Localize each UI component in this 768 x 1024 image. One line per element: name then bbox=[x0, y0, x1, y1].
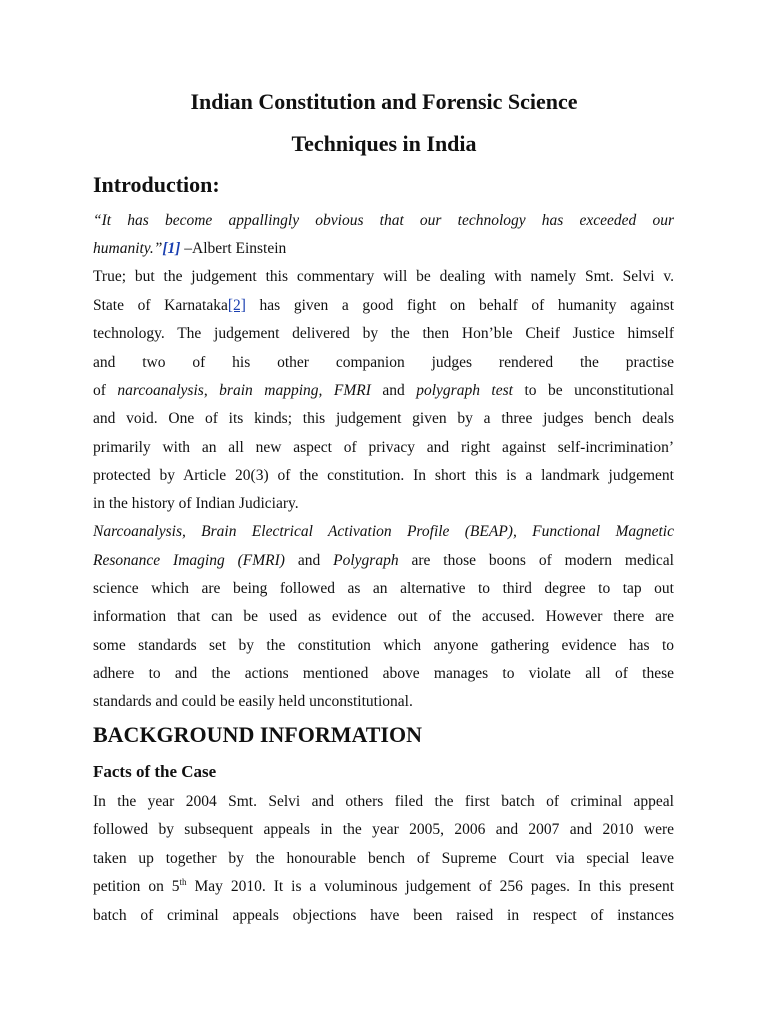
intro-heading: Introduction: bbox=[93, 172, 220, 197]
paragraph-2-line-1: Narcoanalysis, Brain Electrical Activation Profile (BEAP), Functional Magnetic bbox=[93, 523, 674, 540]
paragraph-2-line-2 bbox=[93, 550, 674, 572]
paragraph-3-line-2: followed by subsequent appeals in the year 2005, 2006 and 2007 and 2010 were bbox=[93, 821, 674, 838]
italic-term: brain mapping, FMRI bbox=[219, 382, 371, 399]
page-title-line-2: Techniques in India bbox=[291, 131, 477, 156]
paragraph-1-line-2 bbox=[93, 295, 674, 317]
case-name-text: State of Karnataka bbox=[93, 297, 228, 314]
paragraph-3-line-1: In the year 2004 Smt. Selvi and others filed the first batch of criminal appeal bbox=[93, 793, 674, 810]
text-span: May 2010. It is a voluminous judgement of 256 pages. In this present bbox=[186, 878, 675, 895]
text-span: are those boons of modern medical bbox=[398, 552, 674, 569]
text-span: , bbox=[203, 382, 220, 399]
italic-term: Polygraph bbox=[333, 552, 399, 569]
paragraph-1-line-7: primarily with an all new aspect of privacy and right against self-incrimination’ bbox=[93, 439, 674, 456]
quote-text: humanity.” bbox=[93, 240, 163, 257]
paragraph-2-line-5: some standards set by the constitution which anyone gathering evidence has to bbox=[93, 637, 674, 654]
paragraph-1-line-8: protected by Article 20(3) of the constitution. In short this is a landmark judgement bbox=[93, 467, 674, 484]
paragraph-2-line-6: adhere to and the actions mentioned above manages to violate all of these bbox=[93, 665, 674, 682]
paragraph-3-line-3: taken up together by the honourable bench of Supreme Court via special leave bbox=[93, 850, 674, 867]
paragraph-1-line-4: and two of his other companion judges rendered the practise bbox=[93, 354, 674, 371]
text-span: to be unconstitutional bbox=[512, 382, 674, 399]
paragraph-3-line-4 bbox=[93, 876, 674, 898]
paragraph-1-line-3: technology. The judgement delivered by the then Hon’ble Cheif Justice himself bbox=[93, 325, 674, 342]
paragraph-3-line-5: batch of criminal appeals objections have been raised in respect of instances bbox=[93, 907, 674, 924]
italic-term: narcoanalysis bbox=[117, 382, 204, 399]
paragraph-1-line-6: and void. One of its kinds; this judgement given by a three judges bench deals bbox=[93, 410, 674, 427]
text-span: of bbox=[93, 382, 118, 399]
paragraph-2-line-7: standards and could be easily held unconstitutional. bbox=[93, 693, 413, 710]
quote-line-2 bbox=[93, 238, 674, 260]
ordinal-suffix: th bbox=[179, 876, 187, 887]
paragraph-1-line-5 bbox=[93, 380, 674, 402]
italic-term: Resonance Imaging (FMRI) bbox=[93, 552, 285, 569]
text-span: and bbox=[370, 382, 417, 399]
paragraph-2-line-4: information that can be used as evidence out of the accused. However there are bbox=[93, 608, 674, 625]
footnote-link-1[interactable]: [1] bbox=[162, 240, 181, 257]
text-span: petition on 5 bbox=[93, 878, 180, 895]
paragraph-1-line-9: in the history of Indian Judiciary. bbox=[93, 495, 299, 512]
paragraph-1-line-2-rest: has given a good fight on behalf of humanity against bbox=[245, 297, 675, 314]
quote-line-1: “It has become appallingly obvious that our technology has exceeded our bbox=[93, 212, 674, 229]
paragraph-2-line-3: science which are being followed as an alternative to third degree to tap out bbox=[93, 580, 674, 597]
facts-heading: Facts of the Case bbox=[93, 762, 217, 781]
background-heading: BACKGROUND INFORMATION bbox=[93, 722, 422, 747]
italic-term: polygraph test bbox=[416, 382, 513, 399]
paragraph-1-line-1: True; but the judgement this commentary will be dealing with namely Smt. Selvi v. bbox=[93, 268, 674, 285]
page-title-line-1: Indian Constitution and Forensic Science bbox=[190, 89, 578, 114]
footnote-link-2[interactable]: [2] bbox=[227, 297, 246, 314]
text-span: and bbox=[284, 552, 334, 569]
quote-author: –Albert Einstein bbox=[180, 240, 287, 257]
